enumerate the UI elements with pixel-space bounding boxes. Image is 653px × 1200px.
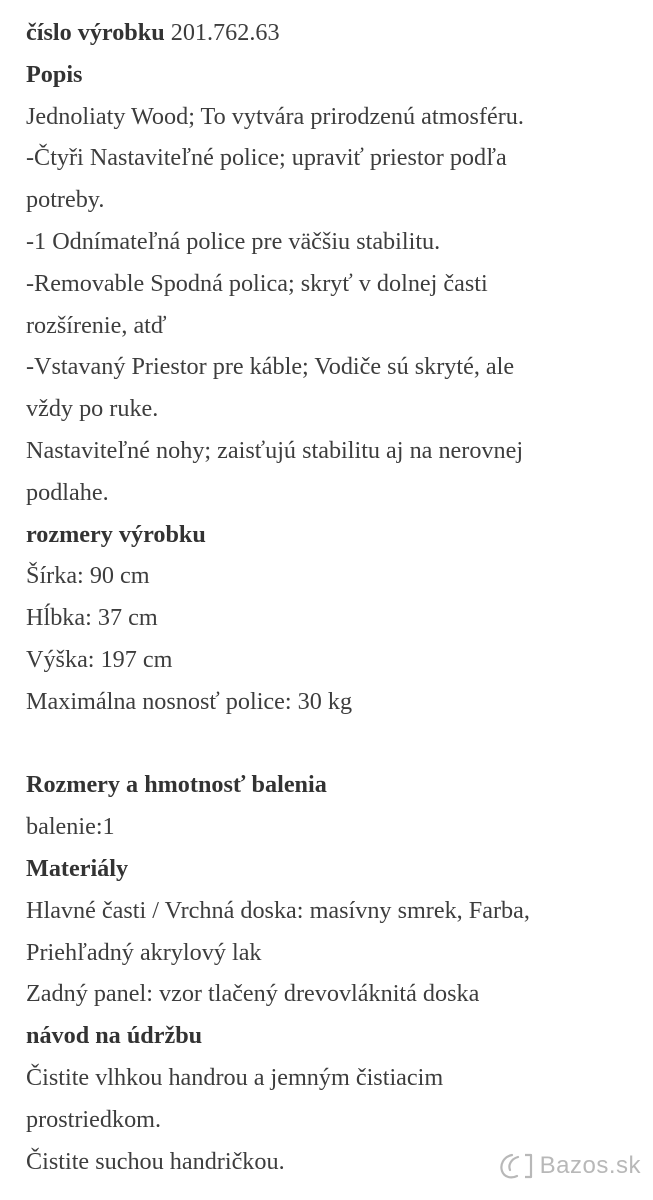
care-line: Čistite vlhkou handrou a jemným čistiacim [26,1063,444,1091]
description-line: -Čtyři Nastaviteľné police; upraviť priestor podľa [26,144,507,172]
watermark-text: Bazos.sk [539,1152,641,1179]
product-description [26,12,626,1182]
description-line: rozšírenie, atď [26,311,167,339]
care-heading: návod na údržbu [26,1022,203,1050]
dimension-line: Výška: 197 cm [26,645,173,673]
description-line: -Removable Spodná polica; skryť v dolnej časti [26,269,488,297]
packaging-heading: Rozmery a hmotnosť balenia [26,771,327,799]
product-code-label: číslo výrobku [26,19,165,46]
bazos-logo-icon [498,1152,536,1180]
dimension-line: Šírka: 90 cm [26,562,150,590]
product-code-value: 201.762.63 [170,19,280,46]
description-line: -Vstavaný Priestor pre káble; Vodiče sú skryté, ale [26,353,515,381]
description-line: -1 Odnímateľná police pre väčšiu stabilitu. [26,227,441,255]
materials-line: Zadný panel: vzor tlačený drevovláknitá doska [26,980,480,1008]
product-code-line [26,12,626,54]
dimension-line: Maximálna nosnosť police: 30 kg [26,687,353,715]
description-line: Nastaviteľné nohy; zaisťujú stabilitu aj na nerovnej [26,436,524,464]
materials-line: Priehľadný akrylový lak [26,938,262,966]
dimension-line: Hĺbka: 37 cm [26,604,158,632]
description-heading: Popis [26,60,83,88]
description-line: Jednoliaty Wood; To vytvára prirodzenú atmosféru. [26,102,524,130]
care-line: Čistite suchou handričkou. [26,1147,285,1175]
packaging-line: balenie:1 [26,813,115,841]
description-line: vždy po ruke. [26,395,159,423]
description-line: podlahe. [26,478,109,506]
care-line: prostriedkom. [26,1105,162,1133]
description-line: potreby. [26,186,105,214]
materials-line: Hlavné časti / Vrchná doska: masívny smrek, Farba, [26,896,530,924]
bazos-watermark [498,1152,641,1180]
blank-line [26,723,626,765]
dimensions-heading: rozmery výrobku [26,520,206,548]
materials-heading: Materiály [26,854,129,882]
